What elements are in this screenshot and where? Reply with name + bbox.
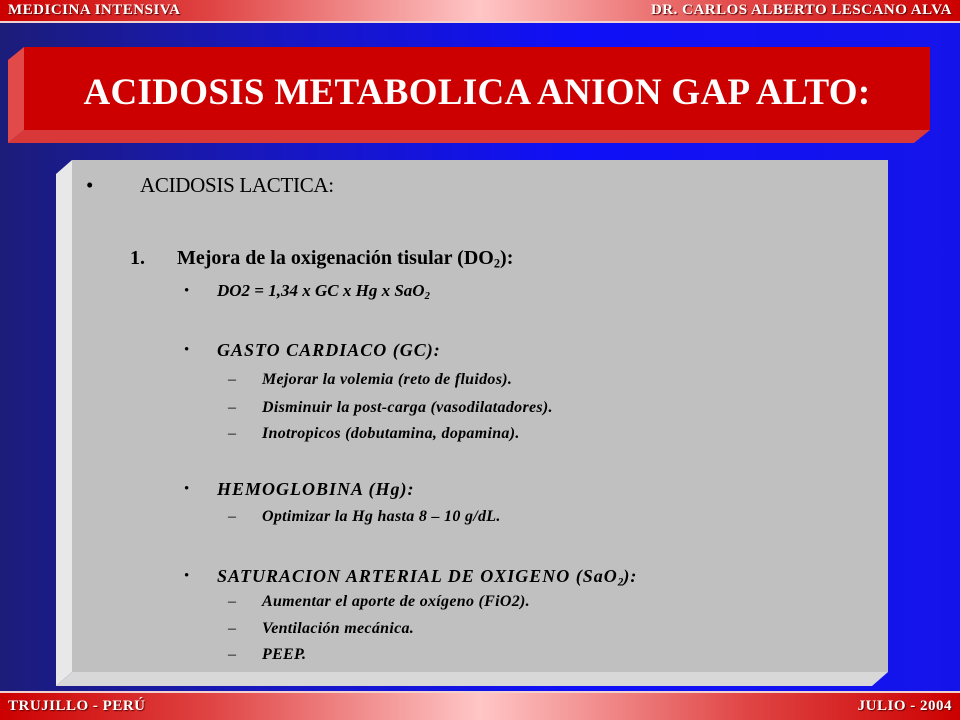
list-item bbox=[0, 398, 960, 418]
content-panel-bottom-face bbox=[56, 672, 888, 686]
section-title-line bbox=[0, 565, 960, 587]
formula-text bbox=[217, 280, 430, 302]
list-item-text: Disminuir la post-carga (vasodilatadores). bbox=[262, 399, 553, 416]
list-dash: – bbox=[228, 620, 236, 637]
section-title-subscript: 2 bbox=[617, 576, 624, 589]
list-dash: – bbox=[228, 425, 236, 442]
title-box-left-face bbox=[8, 47, 24, 143]
list-item-text: Inotropicos (dobutamina, dopamina). bbox=[262, 425, 520, 442]
list-item-text: Aumentar el aporte de oxígeno (FiO2). bbox=[262, 593, 530, 610]
formula-subscript: 2 bbox=[424, 291, 430, 303]
list-dash: – bbox=[228, 646, 236, 663]
list-item-text: Mejorar la volemia (reto de fluidos). bbox=[262, 371, 513, 388]
item-text-subscript: 2 bbox=[493, 256, 501, 271]
section-bullet: • bbox=[184, 481, 190, 497]
heading-line bbox=[0, 172, 960, 198]
list-dash: – bbox=[228, 508, 236, 525]
section-bullet: • bbox=[184, 342, 190, 358]
section-bullet: • bbox=[184, 568, 190, 584]
list-item bbox=[0, 507, 960, 527]
header-author-name: DR. CARLOS ALBERTO LESCANO ALVA bbox=[650, 2, 952, 18]
section-title-suffix: ): bbox=[623, 566, 638, 586]
section-title: HEMOGLOBINA (Hg): bbox=[217, 479, 415, 499]
list-item-text: Ventilación mecánica. bbox=[262, 620, 415, 637]
section-heading: ACIDOSIS LACTICA: bbox=[140, 173, 334, 197]
heading-bullet: • bbox=[86, 173, 94, 197]
list-item-text: PEEP. bbox=[262, 646, 307, 663]
numbered-item-line bbox=[0, 245, 960, 271]
item-text-suffix: ): bbox=[500, 247, 514, 269]
section-title-main: SATURACION ARTERIAL DE OXIGENO (SaO bbox=[217, 566, 618, 586]
formula-line bbox=[0, 280, 960, 302]
formula-bullet: • bbox=[184, 283, 190, 299]
list-dash: – bbox=[228, 371, 236, 388]
list-dash: – bbox=[228, 593, 236, 610]
list-item bbox=[0, 645, 960, 665]
list-item bbox=[0, 424, 960, 444]
slide-title: ACIDOSIS METABOLICA ANION GAP ALTO: bbox=[83, 72, 871, 113]
header-course-name: MEDICINA INTENSIVA bbox=[8, 2, 181, 18]
footer-date: JULIO - 2004 bbox=[857, 698, 952, 714]
list-item bbox=[0, 592, 960, 612]
item-number: 1. bbox=[130, 247, 145, 269]
title-box-bottom-face bbox=[8, 130, 930, 143]
section-title-line bbox=[0, 339, 960, 361]
list-item bbox=[0, 370, 960, 390]
section-title bbox=[217, 565, 637, 587]
title-box bbox=[24, 47, 930, 130]
list-dash: – bbox=[228, 399, 236, 416]
item-text bbox=[177, 245, 513, 271]
list-item-text: Optimizar la Hg hasta 8 – 10 g/dL. bbox=[262, 508, 501, 525]
footer-location: TRUJILLO - PERÚ bbox=[8, 698, 146, 714]
section-title-line bbox=[0, 478, 960, 500]
formula-main: DO2 = 1,34 x GC x Hg x SaO bbox=[217, 281, 425, 300]
section-title: GASTO CARDIACO (GC): bbox=[217, 340, 441, 360]
footer-bar bbox=[0, 691, 960, 720]
list-item bbox=[0, 619, 960, 639]
item-text-main: Mejora de la oxigenación tisular (DO bbox=[177, 247, 494, 269]
